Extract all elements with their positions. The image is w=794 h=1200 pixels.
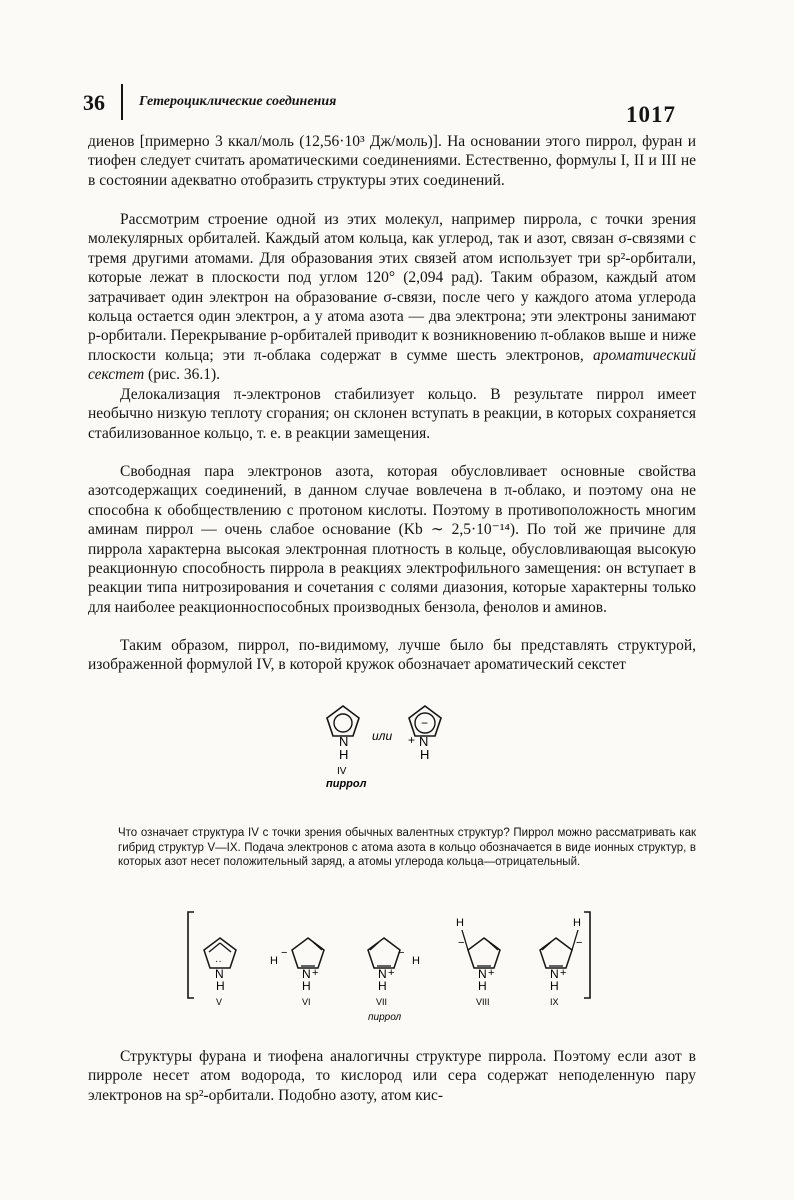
formula-name: пиррол bbox=[326, 778, 367, 790]
or-word: или bbox=[372, 729, 393, 743]
structure-v bbox=[204, 938, 236, 993]
plus-sign: + bbox=[388, 967, 395, 979]
caption: Что означает структура IV с точки зрения обычных валентных структур? Пиррол можно рассматривать как гибрид структур V—IX. Подача электронов с атома азота в кольцо обозначается в виде ионных структур, в которых азот несет положительный заряд, а атомы углерода кольца—отрицательный. bbox=[118, 827, 696, 869]
label-vi: VI bbox=[302, 997, 311, 1007]
paragraph-6: Структуры фурана и тиофена аналогичны структуре пиррола. Поэтому если азот в пирроле несет атом водорода, то кислород или сера содержат неподеленную пару электронов на sp²-орбитали. Подобно азоту, атом кис- bbox=[88, 1048, 696, 1104]
minus-sign: − bbox=[281, 947, 288, 959]
atom-h: H bbox=[478, 979, 487, 993]
structure-vi bbox=[270, 938, 324, 993]
paragraph-1: диенов [примерно 3 ккал/моль (12,56·10³ Дж/моль)]. На основании этого пиррол, фуран и тиофен следует считать ароматическими соединениями. Естественно, формулы I, II и III не в состоянии адекватно отобразить структуры этих соединений. bbox=[88, 133, 696, 189]
atom-h: H bbox=[339, 747, 349, 762]
atom-h: H bbox=[412, 955, 420, 967]
plus-sign: + bbox=[488, 967, 495, 979]
page-stamp: 1017 bbox=[626, 102, 676, 127]
left-bracket bbox=[188, 912, 194, 998]
resonance-name: пиррол bbox=[368, 1012, 402, 1023]
atom-h: H bbox=[270, 955, 278, 967]
atom-n: N bbox=[478, 967, 487, 981]
structure-iv-figure bbox=[300, 698, 460, 798]
atom-n: N bbox=[378, 967, 387, 981]
aromatic-sextet-term: ароматический секстет bbox=[88, 346, 696, 384]
lone-pair: ·· bbox=[215, 956, 222, 967]
atom-n: N bbox=[550, 967, 559, 981]
atom-h: H bbox=[302, 979, 311, 993]
atom-n: N bbox=[419, 734, 429, 749]
plus-sign: + bbox=[312, 967, 319, 979]
structure-viii bbox=[456, 917, 500, 993]
page-number: 36 bbox=[83, 90, 105, 115]
pyrrole-charged-ring bbox=[408, 706, 441, 762]
atom-h: H bbox=[378, 979, 387, 993]
structure-vii bbox=[368, 938, 420, 993]
label-viii: VIII bbox=[476, 997, 490, 1007]
resonance-structures bbox=[180, 906, 600, 1026]
paragraph-2 bbox=[88, 210, 696, 385]
label-ix: IX bbox=[550, 997, 559, 1007]
right-bracket bbox=[584, 912, 590, 998]
atom-h: H bbox=[456, 917, 464, 929]
formula-numeral: IV bbox=[337, 766, 347, 777]
plus-sign: + bbox=[560, 967, 567, 979]
minus-sign: − bbox=[576, 937, 583, 949]
atom-h: H bbox=[573, 917, 581, 929]
label-v: V bbox=[216, 997, 223, 1007]
atom-n: N bbox=[215, 967, 224, 981]
label-vii: VII bbox=[376, 997, 388, 1007]
header-divider bbox=[121, 84, 123, 120]
paragraph-5: Таким образом, пиррол, по-видимому, лучше было бы представлять структурой, изображенной формулой IV, в которой кружок обозначает ароматический секстет bbox=[88, 637, 696, 674]
running-title: Гетероциклические соединения bbox=[139, 94, 337, 109]
minus-sign: − bbox=[398, 947, 405, 959]
paragraph-4: Свободная пара электронов азота, которая обусловливает основные свойства азотсодержащих соединений, в данном случае вовлечена в π-облако, и поэтому она не способна к обобществлению с протоном кислоты. Поэтому в противоположность многим аминам пиррол — очень слабое основание (Kb ∼ 2,5·10⁻¹⁴). По той же причине для пиррола характерна высокая электронная плотность в кольце, обусловливающая высокую реакционную способность пиррола в реакциях электрофильного замещения: он вступает в реакции типа нитрозирования и сочетания с солями диазония, которые характерны только для наиболее реакционноспособных производных бензола, фенолов и аминов. bbox=[88, 463, 696, 616]
plus-sign: + bbox=[408, 733, 416, 747]
atom-n: N bbox=[302, 967, 311, 981]
atom-h: H bbox=[550, 979, 559, 993]
atom-h: H bbox=[420, 747, 430, 762]
atom-n: N bbox=[339, 734, 349, 749]
minus-sign: − bbox=[421, 716, 429, 730]
minus-sign: − bbox=[458, 937, 465, 949]
atom-h: H bbox=[216, 979, 225, 993]
paragraph-3: Делокализация π-электронов стабилизует кольцо. В результате пиррол имеет необычно низкую теплоту сгорания; он склонен вступать в реакции, в которых сохраняется стабилизованное кольцо, т. е. в реакции замещения. bbox=[88, 386, 696, 442]
pyrrole-aromatic-ring bbox=[327, 706, 359, 762]
paragraph-2-text: Рассмотрим строение одной из этих молекул, например пиррола, с точки зрения молекулярных орбиталей. Каждый атом кольца, как углерод, так и азот, связан σ-связями с тремя другими атомами. Для образования этих связей атом использует три sp²-орбитали, которые лежат в плоскости под углом 120° (2,094 рад). Таким образом, каждый атом затрачивает один электрон на образование σ-связи, после чего у каждого атома углерода кольца остается один электрон, а у атома азота — два электрона; эти электроны занимают p-орбитали. Перекрывание p-орбиталей приводит к возникновению π-облаков выше и ниже плоскости кольца; эти π-облака содержат в сумме шесть электронов, ароматический секстет (рис. 36.1). bbox=[88, 211, 696, 384]
structure-ix bbox=[540, 917, 582, 993]
